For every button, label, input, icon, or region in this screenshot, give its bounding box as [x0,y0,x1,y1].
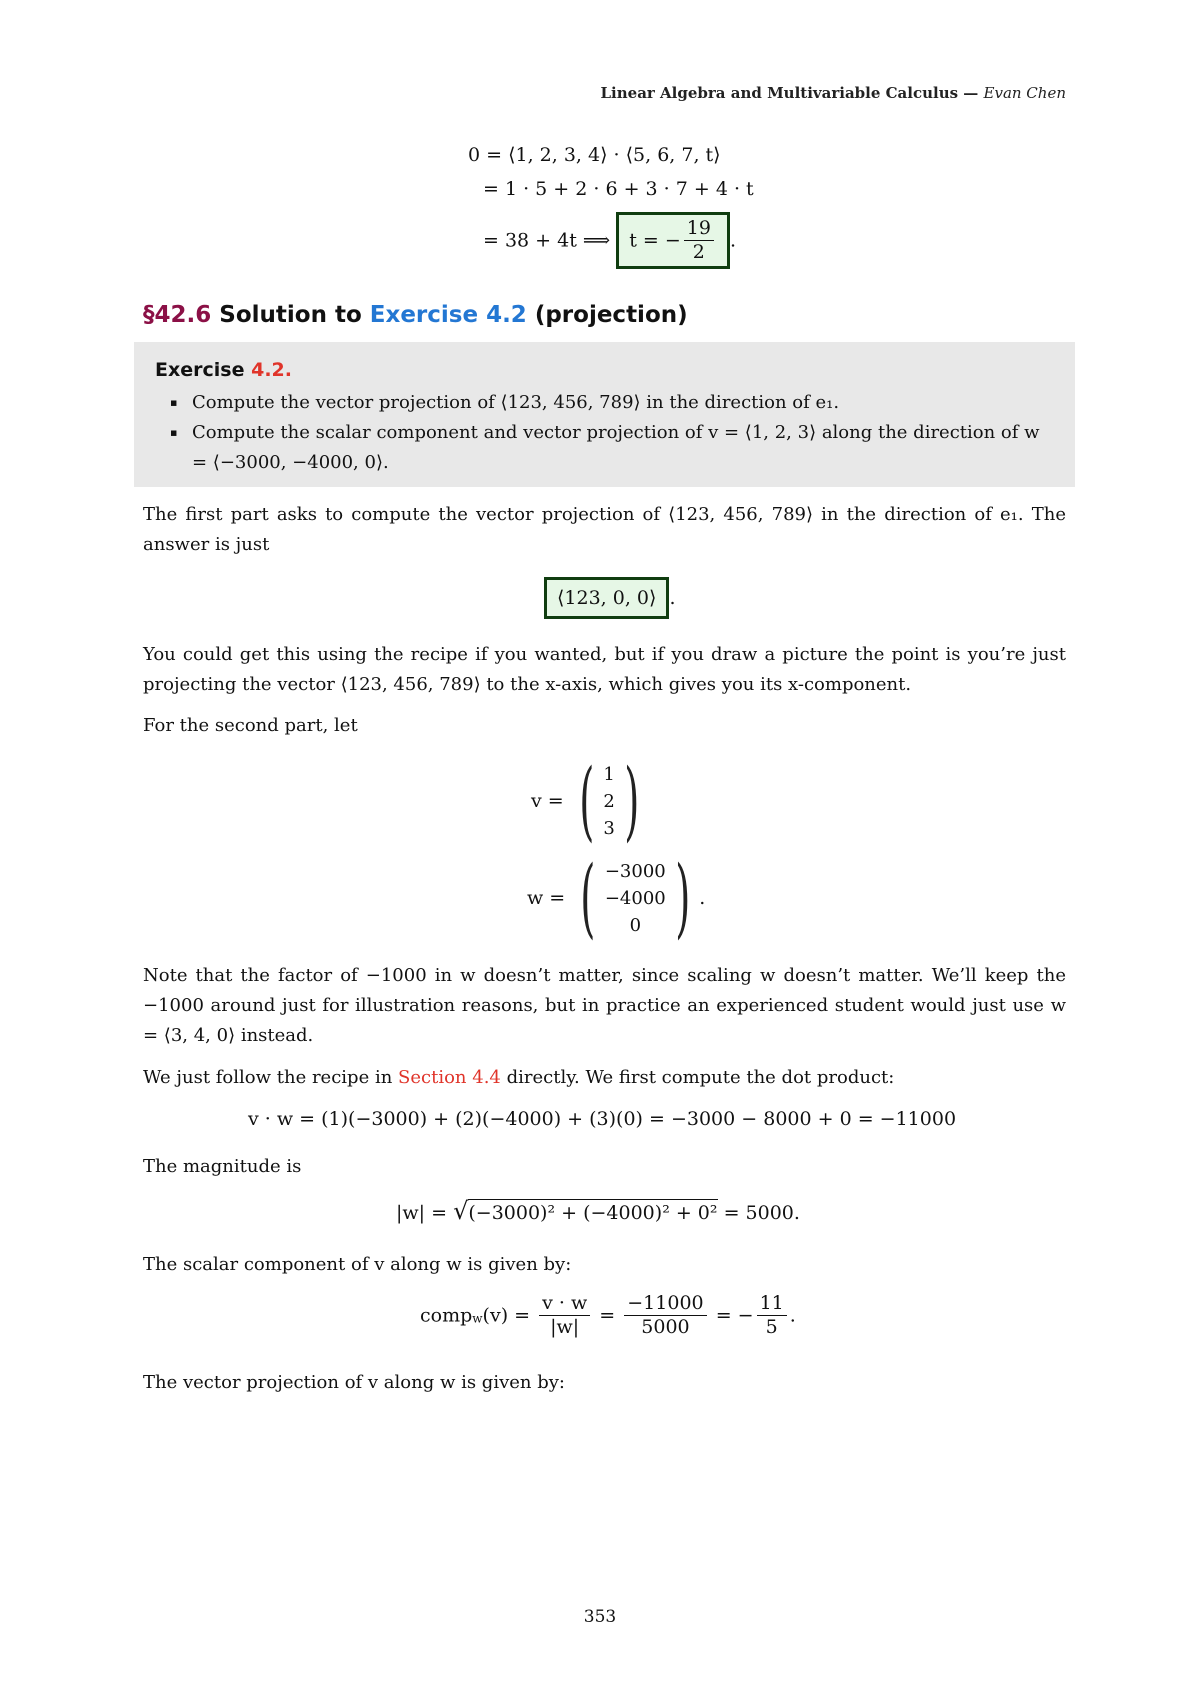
boxed-t-lhs: t = − [629,229,681,252]
paragraph-note: Note that the factor of −1000 in w doesn’t matter, since scaling w doesn’t matter. We’ll keep the −1000 around just for illustration reasons, but in practice an experienced student would just use w = ⟨3, 4, 0⟩ instead. [143,965,1066,1046]
boxed-answer-123: ⟨123, 0, 0⟩ [544,577,669,619]
fraction-numerator: v · w [539,1292,590,1316]
w-entry-2: −4000 [604,887,666,909]
equation-trailing: . [729,229,736,252]
magnitude-rhs: = 5000. [723,1202,800,1224]
comp-subscript: w [472,1311,483,1326]
fraction-denominator: |w| [550,1315,580,1338]
right-paren: ) [623,751,640,851]
section-prefix: Solution to [219,302,362,328]
w-lhs: w = [527,887,566,909]
magnitude-lhs: |w| = [396,1202,448,1224]
exercise-item-1: ▪ Compute the vector projection of ⟨123, 456, 789⟩ in the direction of e₁. [176,388,1056,418]
v-entry-1: 1 [603,763,615,785]
w-entry-3: 0 [629,914,642,936]
running-head [601,84,1067,102]
paragraph-magnitude: The magnitude is [143,1156,302,1177]
paragraph-recipe-follow [143,1063,1066,1093]
left-paren: ( [578,751,595,851]
paragraph-second-part: For the second part, let [143,715,358,736]
fraction-11-over-5 [757,1292,787,1339]
exercise-link[interactable]: Exercise 4.2 [369,302,527,328]
dot-product-equation: v · w = (1)(−3000) + (2)(−4000) + (3)(0) = −3000 − 8000 + 0 = −11000 [248,1108,957,1130]
paragraph-vector-projection: The vector projection of v along w is given by: [143,1372,565,1393]
v-entry-2: 2 [603,790,615,812]
paragraph-scalar-component: The scalar component of v along w is given by: [143,1254,572,1275]
fraction-numerator: −11000 [624,1292,706,1316]
answer-1-trailing: . [669,587,676,609]
fraction-vw-over-w [539,1292,590,1339]
sqrt-sign: √ [453,1197,469,1225]
comp-arg: (v) = [482,1304,531,1327]
running-head-title: Linear Algebra and Multivariable Calculus [600,84,959,102]
para5-before: We just follow the recipe in [143,1067,393,1088]
equals-minus-sign: = − [715,1304,754,1327]
w-matrix [571,848,699,948]
equation-line-2: = 1 · 5 + 2 · 6 + 3 · 7 + 4 · t [483,178,754,200]
exercise-number[interactable]: 4.2. [251,359,292,381]
boxed-answer-t [616,212,730,269]
exercise-box [134,342,1075,487]
equation-line-3-lhs: = 38 + 4t ⟹ [483,229,611,252]
w-matrix-column [605,858,666,939]
v-matrix-equation [531,751,648,851]
equals-sign: = [599,1304,616,1327]
running-head-author: Evan Chen [983,84,1066,102]
paragraph-first-part: The first part asks to compute the vector projection of ⟨123, 456, 789⟩ in the direction of e₁. The answer is just [143,504,1066,555]
magnitude-radicand: (−3000)² + (−4000)² + 0² [468,1199,717,1224]
exercise-title [155,359,292,381]
answer-1 [544,577,675,619]
fraction-denominator: 2 [692,240,705,263]
page-number: 353 [583,1607,617,1627]
right-paren: ) [674,848,691,948]
fraction-denominator: 5000 [641,1315,690,1338]
fraction-numerator: 19 [684,217,714,241]
exercise-list [176,388,1056,478]
left-paren: ( [580,848,596,948]
comp-trailing: . [789,1304,796,1327]
v-lhs: v = [531,790,564,812]
running-head-separator: — [958,84,984,102]
v-matrix [570,751,649,851]
fraction-numerator: 11 [757,1292,787,1316]
exercise-label: Exercise [155,359,245,381]
fraction-denominator: 5 [765,1315,778,1338]
exercise-item-2: ▪ Compute the scalar component and vector projection of v = ⟨1, 2, 3⟩ along the direction of w = ⟨−3000, −4000, 0⟩. [176,418,1056,478]
equation-line-1: 0 = ⟨1, 2, 3, 4⟩ · ⟨5, 6, 7, t⟩ [468,144,721,166]
magnitude-equation [396,1197,800,1225]
fraction-11000-over-5000 [624,1292,706,1339]
w-matrix-equation [527,848,706,948]
comp-lhs: comp [420,1304,473,1327]
section-suffix: (projection) [534,302,688,328]
v-matrix-column [603,761,614,842]
v-entry-3: 3 [603,817,615,839]
w-entry-1: −3000 [604,860,666,882]
para5-after: directly. We first compute the dot product: [506,1067,895,1088]
section-link[interactable]: Section 4.4 [398,1067,501,1088]
fraction-19-2 [684,217,714,264]
section-heading [143,302,688,328]
paragraph-recipe: You could get this using the recipe if you wanted, but if you draw a picture the point is you’re just projecting the vector ⟨123, 456, 789⟩ to the x-axis, which gives you its x-component. [143,644,1066,695]
w-trailing: . [699,887,706,909]
equation-line-3 [483,212,736,269]
comp-equation [420,1292,796,1339]
section-number: §42.6 [143,302,212,328]
